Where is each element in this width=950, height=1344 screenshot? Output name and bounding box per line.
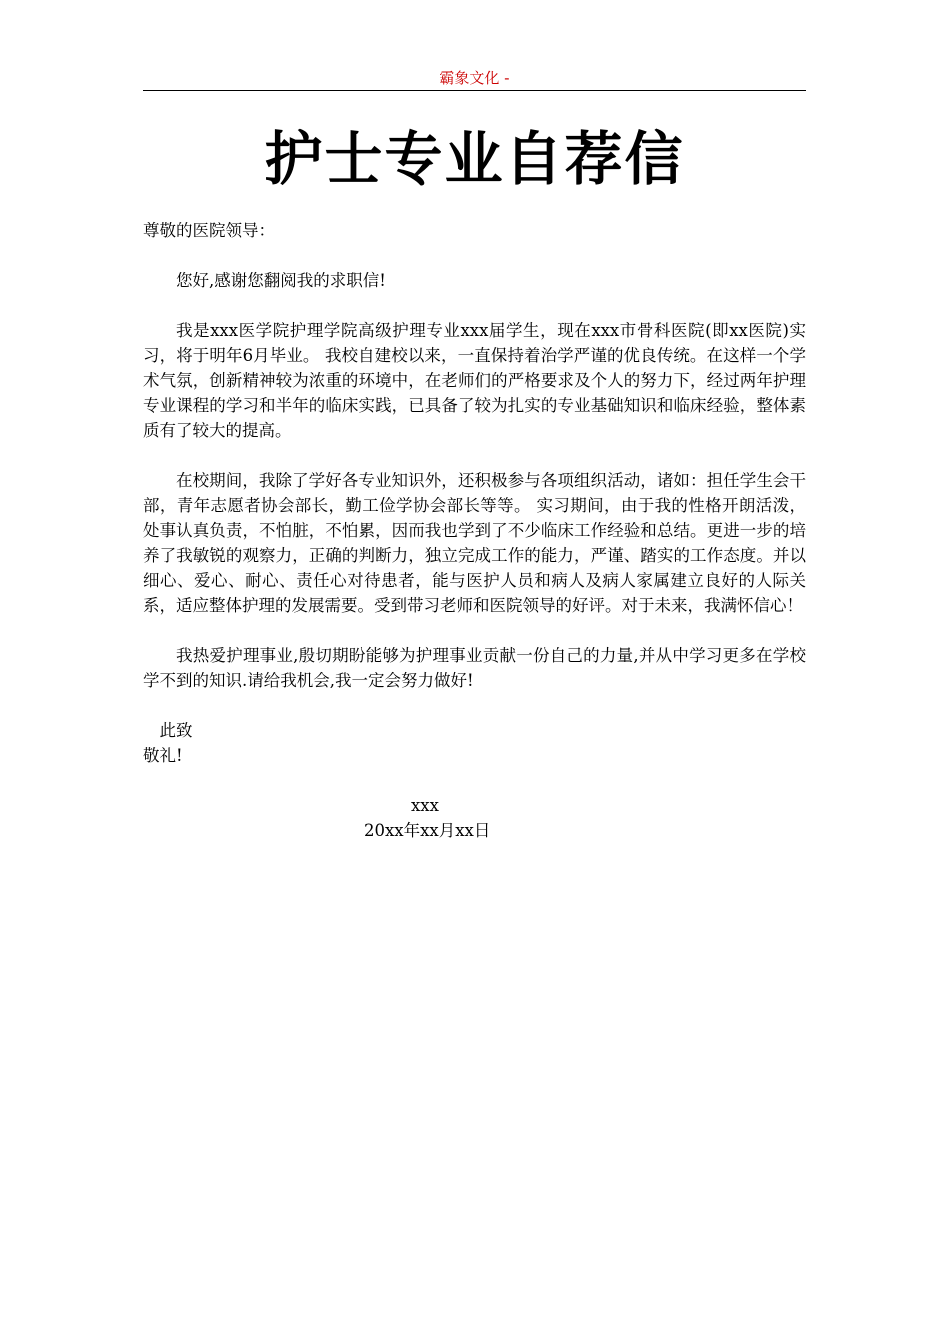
signature-name: xxx: [411, 796, 439, 815]
page-title: 护士专业自荐信: [264, 125, 685, 193]
letter-closing-1: 此致: [159, 721, 193, 740]
letter-greeting: 您好,感谢您翻阅我的求职信!: [176, 271, 386, 290]
signature-date: 20xx年xx月xx日: [364, 821, 491, 840]
letter-paragraph-3: 我热爱护理事业,殷切期盼能够为护理事业贡献一份自己的力量,并从中学习更多在学校学不到的知识.请给我机会,我一定会努力做好!: [143, 646, 806, 690]
letter-paragraph-2: 在校期间，我除了学好各专业知识外，还积极参与各项组织活动，诸如：担任学生会干部，青年志愿者协会部长，勤工俭学协会部长等等。 实习期间，由于我的性格开朗活泼，处事认真负责，不怕脏，不怕累，因而我也学到了不少临床工作经验和总结。更进一步的培养了我敏锐的观察力，正确的判断力，独立完成工作的能力，严谨、踏实的工作态度。并以细心、爱心、耐心、责任心对待患者，能与医护人员和病人及病人家属建立良好的人际关系，适应整体护理的发展需要。受到带习老师和医院领导的好评。对于未来，我满怀信心！: [143, 471, 806, 615]
letter-closing-2: 敬礼!: [143, 746, 183, 765]
header-divider: [143, 90, 806, 91]
letter-body: [143, 218, 806, 843]
letter-paragraph-1: 我是xxx医学院护理学院高级护理专业xxx届学生，现在xxx市骨科医院(即xx医院)实习，将于明年6月毕业。 我校自建校以来，一直保持着治学严谨的优良传统。在这样一个学术气氛，创新精神较为浓重的环境中，在老师们的严格要求及个人的努力下，经过两年护理专业课程的学习和半年的临床实践，已具备了较为扎实的专业基础知识和临床经验，整体素质有了较大的提高。: [143, 321, 806, 440]
letter-salutation: 尊敬的医院领导：: [143, 221, 275, 240]
header-brand: 霸象文化 -: [439, 69, 510, 87]
